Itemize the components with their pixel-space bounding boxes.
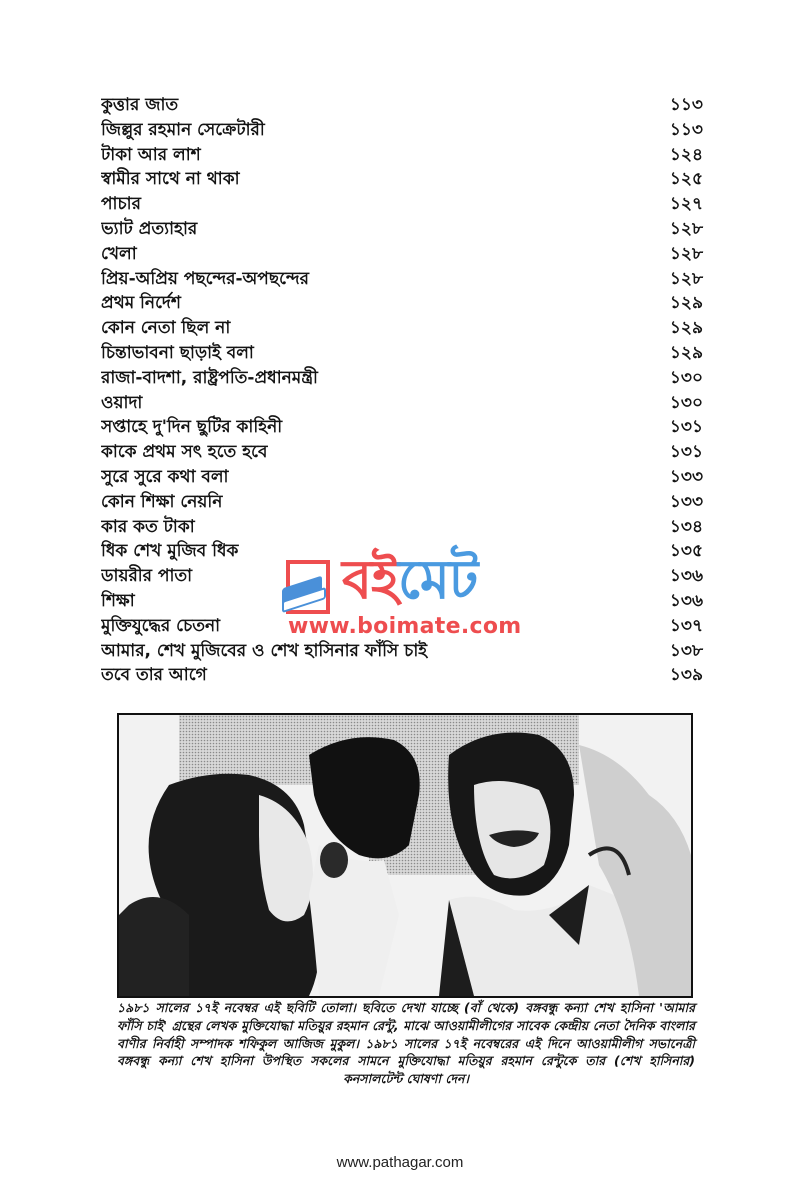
toc-entry-page: ১১৩ — [669, 95, 703, 115]
toc-entry-page: ১৩৮ — [669, 640, 703, 661]
toc-entry-title: খেলা — [101, 243, 137, 264]
toc-entry — [101, 663, 703, 688]
toc-entry-title: কোন শিক্ষা নেয়নি — [101, 491, 223, 512]
toc-entry-page: ১৩৩ — [669, 466, 703, 487]
toc-entry-page: ১২৯ — [669, 342, 703, 363]
toc-entry-page: ১৩৭ — [669, 615, 703, 636]
toc-entry-title: প্রিয়-অপ্রিয় পছন্দের-অপছন্দের — [101, 268, 309, 289]
toc-entry-page: ১২৮ — [669, 268, 703, 289]
toc-entry-page: ১৩১ — [669, 442, 703, 463]
toc-entry — [101, 415, 703, 440]
toc-entry-page: ১৩১ — [669, 417, 703, 438]
toc-entry-page: ১৩৪ — [669, 516, 703, 537]
toc-entry-title: ওয়াদা — [101, 392, 143, 413]
toc-entry — [101, 118, 703, 143]
toc-entry — [101, 515, 703, 540]
toc-entry-page: ১৩০ — [669, 392, 703, 413]
toc-entry-title: ধিক শেখ মুজিব ধিক — [101, 541, 239, 562]
toc-entry — [101, 490, 703, 515]
toc-entry-title: মুক্তিযুদ্ধের চেতনা — [101, 615, 221, 636]
toc-entry-title: কুত্তার জাত — [101, 95, 179, 115]
toc-entry-title: কাকে প্রথম সৎ হতে হবে — [101, 442, 268, 463]
toc-entry-page: ১২৭ — [669, 194, 703, 215]
toc-entry-page: ১৩৬ — [669, 590, 703, 611]
watermark-wordmark — [342, 548, 477, 612]
toc-entry — [101, 366, 703, 391]
toc-entry-page: ১২৮ — [669, 243, 703, 264]
caption-text: ১৯৮১ সালের ১৭ই নবেম্বর এই ছবিটি তোলা। ছবিতে দেখা যাচ্ছে (বাঁ থেকে) বঙ্গবন্ধু কন্যা শেখ হাসিনা 'আমার ফাঁসি চাই' গ্রন্থের লেখক মুক্তিযোদ্ধা মতিয়ুর রহমান রেন্টু, মাঝে আওয়ামীলীগের সাবেক কেন্দ্রীয় নেতা দৈনিক বাংলার বাণীর নির্বাহী সম্পাদক শফিকুল আজিজ মুকুল। ১৯৮১ সালের ১৭ই নবেম্বরের এই দিনে আওয়ামীলীগ সভানেত্রী বঙ্গবন্ধু কন্যা শেখ হাসিনা উপস্থিত সকলের সামনে মুক্তিযোদ্ধা মতিয়ুর রহমান রেন্টুকে তার (শেখ হাসিনার) কনসালটেন্ট ঘোষণা দেন। — [117, 1000, 695, 1087]
photo-image-icon — [119, 715, 691, 996]
toc-entry — [101, 242, 703, 267]
toc-entry — [101, 217, 703, 242]
toc-entry-page: ১৩৯ — [669, 665, 703, 686]
toc-entry-title: ডায়রীর পাতা — [101, 566, 193, 587]
wordmark-blue: মেট — [398, 548, 478, 611]
toc-entry — [101, 316, 703, 341]
toc-entry-title: প্রথম নির্দেশ — [101, 293, 181, 314]
toc-entry-page: ১৩৩ — [669, 491, 703, 512]
toc-entry-title: কোন নেতা ছিল না — [101, 318, 231, 339]
toc-entry — [101, 267, 703, 292]
book-logo-icon — [286, 560, 330, 614]
photo-caption — [117, 999, 695, 1088]
toc-entry-title: সুরে সুরে কথা বলা — [101, 466, 229, 487]
toc-entry-page: ১২৯ — [669, 318, 703, 339]
toc-entry-title: শিক্ষা — [101, 590, 135, 611]
toc-entry-title: রাজা-বাদশা, রাষ্ট্রপতি-প্রধানমন্ত্রী — [101, 367, 318, 388]
boimate-watermark — [280, 548, 530, 640]
toc-entry-page: ১২৪ — [669, 144, 703, 165]
toc-entry-page: ১৩৬ — [669, 566, 703, 587]
toc-entry — [101, 291, 703, 316]
toc-entry-page: ১১৩ — [669, 119, 703, 140]
watermark-url: www.boimate.com — [288, 614, 522, 639]
toc-entry-title: জিল্লুর রহমান সেক্রেটারী — [101, 119, 265, 140]
toc-entry-title: তবে তার আগে — [101, 665, 207, 686]
toc-entry-title: সপ্তাহে দু'দিন ছুটির কাহিনী — [101, 417, 283, 438]
toc-entry-title: ভ্যাট প্রত্যাহার — [101, 218, 198, 239]
toc-entry-page: ১২৯ — [669, 293, 703, 314]
footer-source-url: www.pathagar.com — [336, 1154, 464, 1171]
toc-entry — [101, 93, 703, 118]
toc-entry-title: কার কত টাকা — [101, 516, 195, 537]
toc-entry — [101, 143, 703, 168]
toc-entry-page: ১২৮ — [669, 218, 703, 239]
toc-entry-title: টাকা আর লাশ — [101, 144, 201, 165]
toc-entry-title: স্বামীর সাথে না থাকা — [101, 169, 240, 190]
toc-entry — [101, 192, 703, 217]
toc-entry-page: ১২৫ — [669, 169, 703, 190]
toc-entry-page: ১৩০ — [669, 367, 703, 388]
toc-entry — [101, 167, 703, 192]
newspaper-photo — [117, 713, 693, 998]
toc-entry — [101, 391, 703, 416]
toc-entry — [101, 465, 703, 490]
toc-entry — [101, 639, 703, 664]
toc-entry-title: পাচার — [101, 194, 141, 215]
toc-entry — [101, 341, 703, 366]
toc-entry-title: আমার, শেখ মুজিবের ও শেখ হাসিনার ফাঁসি চাই — [101, 640, 428, 661]
toc-entry-title: চিন্তাভাবনা ছাড়াই বলা — [101, 342, 254, 363]
toc-entry-page: ১৩৫ — [669, 541, 703, 562]
wordmark-red: বই — [342, 548, 399, 611]
toc-entry — [101, 440, 703, 465]
